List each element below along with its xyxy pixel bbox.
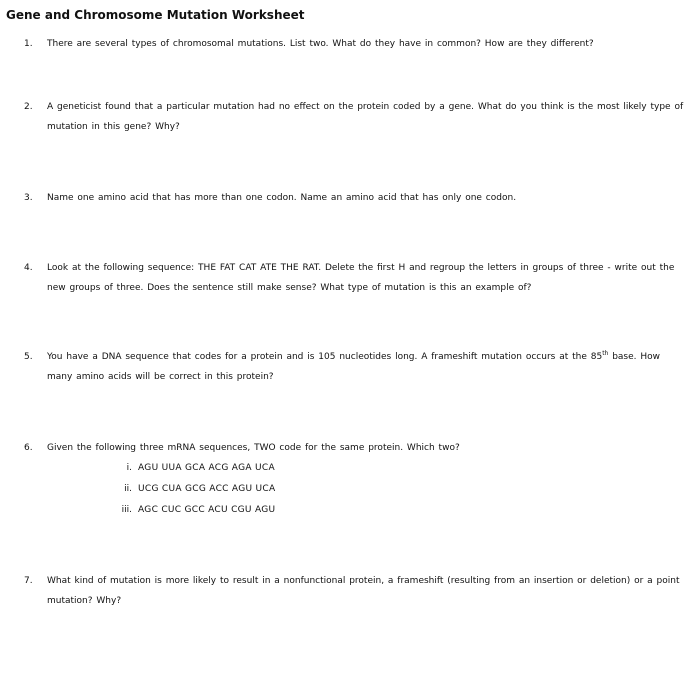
sequence-code: UCG CUA GCG ACC AGU UCA (138, 484, 276, 494)
question-number: 4. (24, 263, 33, 273)
question-text: Look at the following sequence: THE FAT CAT ATE THE RAT. Delete the first H and regroup the letters in groups of three - write out the new groups of three. Does the sentence still make sense? What type of mutation is this an example of? (47, 263, 675, 293)
question-text: What kind of mutation is more likely to result in a nonfunctional protein, a frameshift (resulting from an insertion or deletion) or a point mutation? Why? (47, 576, 680, 606)
question-number: 7. (24, 576, 33, 586)
question-number: 6. (24, 443, 33, 453)
ordinal-suffix: th (602, 350, 609, 357)
sequence-code: AGC CUC GCC ACU CGU AGU (138, 505, 276, 515)
question-text (47, 347, 689, 387)
question-number: 1. (24, 39, 33, 49)
question-number: 3. (24, 193, 33, 203)
page-title: Gene and Chromosome Mutation Worksheet (6, 8, 305, 22)
question-text-part: base. How many amino acids will be correct in this protein? (47, 352, 661, 382)
question-number: 5. (24, 352, 33, 362)
mrna-sequence-item (110, 504, 410, 525)
question-text: Given the following three mRNA sequences, TWO code for the same protein. Which two? (47, 443, 460, 453)
question-number: 2. (24, 102, 33, 112)
mrna-sequence-item (110, 483, 410, 504)
question-text-part: You have a DNA sequence that codes for a protein and is 105 nucleotides long. A frameshift mutation occurs at the 85 (47, 352, 603, 362)
question-text: There are several types of chromosomal mutations. List two. What do they have in common? How are they different? (47, 39, 594, 49)
question-text: A geneticist found that a particular mutation had no effect on the protein coded by a gene. What do you think is the most likely type of mutation in this gene? Why? (47, 102, 684, 132)
mrna-sequence-list (110, 462, 410, 525)
sequence-label: ii. (124, 484, 132, 494)
question-text: Name one amino acid that has more than one codon. Name an amino acid that has only one codon. (47, 193, 517, 203)
sequence-label: iii. (121, 505, 132, 515)
sequence-code: AGU UUA GCA ACG AGA UCA (138, 463, 275, 473)
sequence-label: i. (126, 463, 132, 473)
mrna-sequence-item (110, 462, 410, 483)
